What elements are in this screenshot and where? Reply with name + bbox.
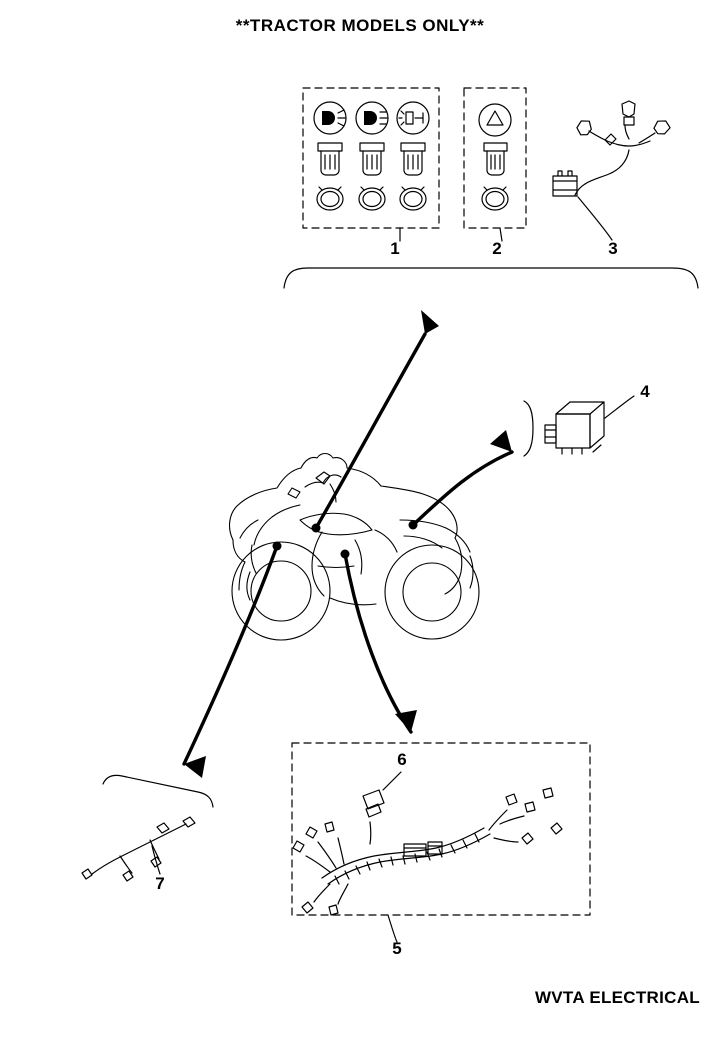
arrowhead-sub-harness — [184, 756, 206, 778]
harness-anchor-dot — [341, 550, 350, 559]
anchor-dots — [273, 521, 418, 559]
callout-7: 7 — [155, 874, 165, 893]
main-harness-dashed-box — [292, 743, 590, 915]
relay-brace — [524, 401, 533, 456]
lowbeam-switch — [356, 102, 388, 210]
callout-3: 3 — [608, 239, 618, 258]
callout-6: 6 — [397, 750, 407, 769]
callout-1: 1 — [390, 239, 400, 258]
arrowhead-switch-panel — [421, 310, 439, 334]
arrow-to-main-harness — [345, 554, 411, 732]
sub-harness-brace — [103, 775, 213, 807]
atv-illustration — [230, 454, 479, 641]
warning-switch — [479, 104, 511, 210]
top-group-brace — [284, 268, 698, 288]
connector-sub-harness — [553, 101, 672, 240]
arrow-lines — [184, 334, 512, 764]
main-wire-harness — [293, 772, 562, 942]
footer-label: WVTA ELECTRICAL — [534, 988, 700, 1007]
relay-anchor-dot — [409, 521, 418, 530]
arrow-to-switch-panel — [316, 334, 425, 528]
small-sub-harness — [82, 775, 213, 881]
arrowhead-relay — [490, 430, 512, 452]
callout-4: 4 — [640, 382, 650, 401]
page-title: **TRACTOR MODELS ONLY** — [235, 16, 485, 35]
arrowhead-main-harness — [395, 710, 417, 732]
headlight-switch — [314, 102, 346, 210]
hazard-switch — [397, 102, 429, 210]
arrow-heads — [184, 310, 512, 778]
single-switch-dashed-box — [464, 88, 526, 228]
relay-unit — [524, 396, 634, 456]
arrow-to-sub-harness — [184, 546, 277, 764]
dash-anchor-dot — [312, 524, 321, 533]
callout-2: 2 — [492, 239, 502, 258]
three-switch-dashed-box — [303, 88, 439, 228]
arrow-to-relay — [413, 452, 512, 525]
sub-harness-anchor-dot — [273, 542, 282, 551]
callout-5: 5 — [392, 939, 402, 958]
